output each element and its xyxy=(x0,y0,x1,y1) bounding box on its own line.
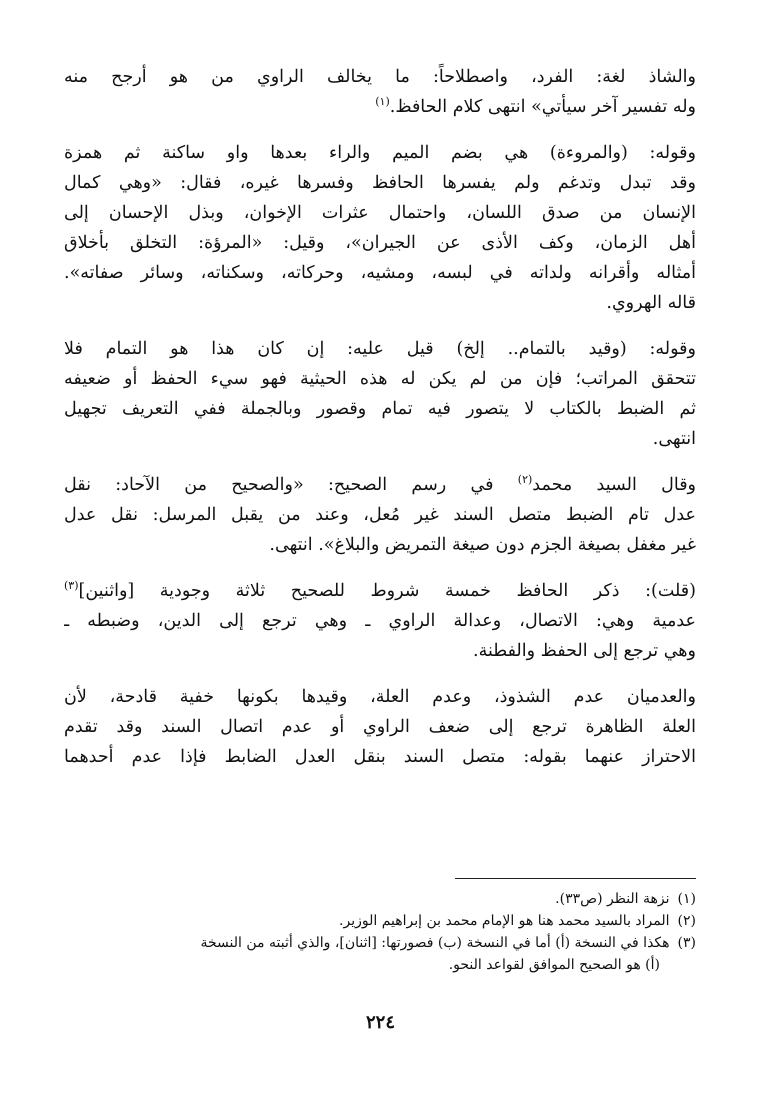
footnote-text: المراد بالسيد محمد هنا هو الإمام محمد بن إبراهيم الوزير. xyxy=(339,913,670,929)
footnote-number: (٣) xyxy=(677,935,696,951)
text-line: وهي ترجع إلى الحفظ والفطنة. xyxy=(473,641,696,661)
paragraph-qultu xyxy=(64,576,696,666)
text-line: قاله الهروي. xyxy=(606,293,696,313)
paragraph-shadh xyxy=(64,62,696,122)
text-span: وله تفسير آخر سيأتي» انتهى كلام الحافظ. xyxy=(389,97,696,117)
text-line: والعدميان عدم الشذوذ، وعدم العلة، وقيدها بكونها خفية قادحة، لأن xyxy=(64,687,696,707)
footnote-continuation: (أ) هو الصحيح الموافق لقواعد النحو. xyxy=(448,957,660,973)
footnote-ref: (٢) xyxy=(517,473,533,487)
paragraph-tamam xyxy=(64,334,696,454)
text-span: في رسم الصحيح: «والصحيح من الآحاد: نقل xyxy=(64,475,518,495)
text-span: وقال السيد محمد xyxy=(532,475,696,495)
text-line: وقوله: (والمروءة) هي بضم الميم والراء بعدها واو ساكنة ثم همزة xyxy=(64,143,696,163)
footnote-item xyxy=(64,932,696,954)
footnote-text: هكذا في النسخة (أ) أما في النسخة (ب) فصورتها: [اثنان]، والذي أثبته من النسخة xyxy=(200,935,670,951)
footnote-divider xyxy=(455,878,696,879)
text-line: ثم الضبط بالكتاب لا يتصور فيه تمام وقصور وبالجملة ففي التعريف تجهيل xyxy=(64,399,696,419)
paragraph-adamiyan xyxy=(64,682,696,772)
text-line: أهل الزمان، وكف الأذى عن الجيران»، وقيل: «المرؤة: التخلق بأخلاق xyxy=(64,233,696,253)
footnote-ref: (٣) xyxy=(64,579,79,593)
footnote-ref: (١) xyxy=(375,95,390,109)
text-line: تتحقق المراتب؛ فإن من لم يكن له هذه الحيثية فهو سيء الحفظ أو ضعيفه xyxy=(64,369,696,389)
text-line: عدل تام الضبط متصل السند غير مُعل، وعند من يقبل المرسل: نقل عدل xyxy=(64,505,696,525)
text-line xyxy=(64,92,696,122)
text-line xyxy=(64,576,696,606)
text-span: (قلت): ذكر الحافظ خمسة شروط للصحيح ثلاثة وجودية [واثنين] xyxy=(78,581,696,601)
footnote-item xyxy=(64,910,696,932)
text-line: أمثاله وأقرانه ولداته في لبسه، ومشيه، وحركاته، وسكناته، وسائر صفاته». xyxy=(64,263,696,283)
text-line: عدمية وهي: الاتصال، وعدالة الراوي ـ وهي ترجع إلى الدين، وضبطه ـ xyxy=(64,611,696,631)
text-line: وقوله: (وقيد بالتمام.. إلخ) قيل عليه: إن كان هذا هو التمام فلا xyxy=(64,339,696,359)
page-number: ٢٢٤ xyxy=(365,1012,395,1033)
text-line: الاحتراز عنهما بقوله: متصل السند بنقل العدل الضابط فإذا عدم أحدهما xyxy=(64,747,696,767)
footnote-text: نزهة النظر (ص٣٣). xyxy=(555,891,670,907)
text-line: العلة الظاهرة ترجع إلى ضعف الراوي أو عدم اتصال السند وقد تقدم xyxy=(64,717,696,737)
paragraph-sayyid-muhammad xyxy=(64,470,696,560)
text-line xyxy=(64,470,696,500)
footnote-number: (١) xyxy=(677,891,696,907)
text-line: الإنسان من صدق اللسان، واحتمال عثرات الإخوان، وبذل الإحسان إلى xyxy=(64,203,696,223)
paragraph-muruah xyxy=(64,138,696,318)
text-line: انتهى. xyxy=(652,429,696,449)
footnote-number: (٢) xyxy=(677,913,696,929)
text-line: وقد تبدل وتدغم ولم يفسرها الحافظ وفسرها غيره، فقال: «وهي كمال xyxy=(64,173,696,193)
text-line: غير مغفل بصيغة الجزم دون صيغة التمريض والبلاغ». انتهى. xyxy=(269,535,696,555)
footnotes xyxy=(64,888,696,976)
text-line: والشاذ لغة: الفرد، واصطلاحاً: ما يخالف الراوي من هو أرجح منه xyxy=(64,67,696,87)
footnote-item xyxy=(64,888,696,910)
